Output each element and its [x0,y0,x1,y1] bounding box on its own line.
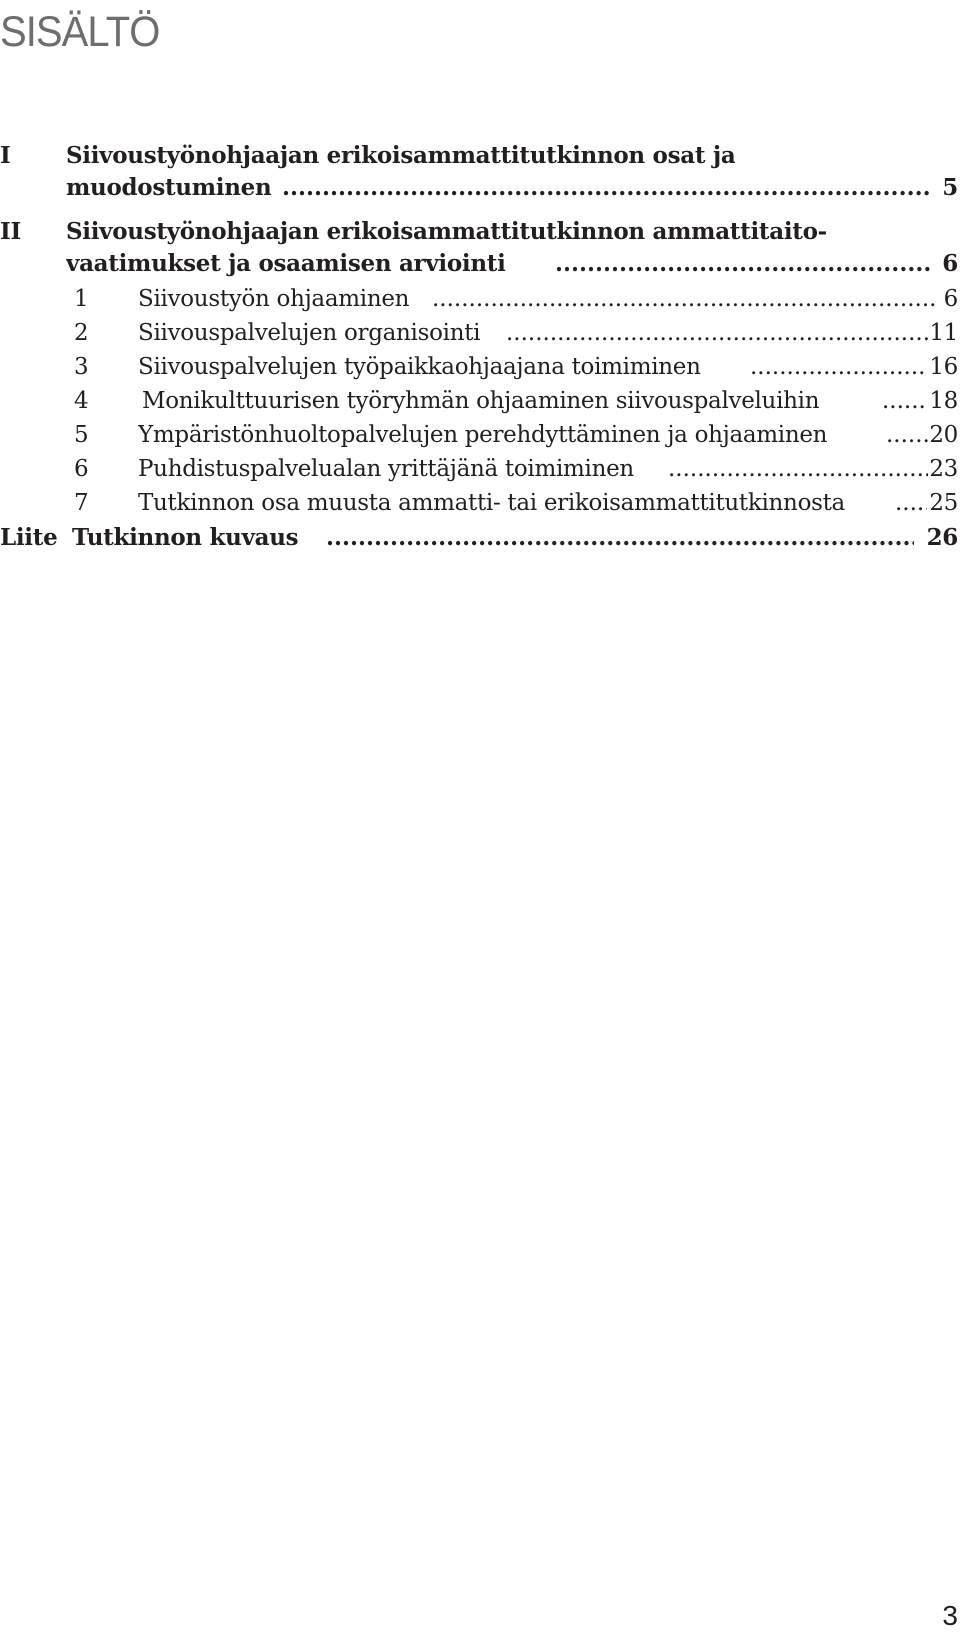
toc-entry-title: Siivouspalvelujen organisointi [138,320,481,346]
page-heading: SISÄLTÖ [0,8,160,56]
toc-entry-number: I [0,142,11,169]
toc-entry-title: Siivoustyön ohjaaminen [138,286,410,312]
toc-entry-number: 1 [74,286,89,312]
page-number: 3 [942,1600,958,1631]
toc-page-number: 11 [929,320,958,346]
toc-entry-title: Puhdistuspalvelualan yrittäjänä toimiminen [138,456,634,482]
toc-entry-number: Liite [0,524,58,551]
toc-page-number: 6 [943,286,958,312]
toc-entry-title: Ympäristönhuoltopalvelujen perehdyttäminen ja ohjaaminen [138,422,828,448]
toc-entry-title: muodostuminen [66,174,272,201]
toc-entry-number: II [0,218,21,245]
toc-leader-dots [555,250,932,277]
toc-entry-7[interactable] [0,490,958,522]
toc-page-number: 5 [942,174,958,201]
toc-leader-dots [506,320,929,346]
toc-entry-title: Siivouspalvelujen työpaikkaohjaajana toimiminen [138,354,701,380]
toc-entry-appendix[interactable] [0,524,958,556]
toc-leader-dots [882,388,927,414]
toc-entry-title: Siivoustyönohjaajan erikoisammattitutkinnon osat ja [66,142,736,169]
toc-entry-number: 3 [74,354,89,380]
toc-page-number: 6 [942,250,958,277]
toc-entry-6[interactable] [0,456,958,488]
toc-page-number: 25 [929,490,958,516]
toc-entry-title: Tutkinnon kuvaus [72,524,299,551]
toc-entry-number: 6 [74,456,89,482]
toc-page-number: 16 [929,354,958,380]
toc-leader-dots [668,456,928,482]
toc-entry-number: 4 [74,388,89,414]
toc-leader-dots [750,354,927,380]
toc-page-number: 18 [929,388,958,414]
toc-leader-dots [886,422,928,448]
toc-page-number: 20 [929,422,958,448]
toc-page-number: 23 [929,456,958,482]
toc-entry-title: Tutkinnon osa muusta ammatti- tai erikoisammattitutkinnosta [138,490,845,516]
toc-entry-5[interactable] [0,422,958,454]
toc-page-number: 26 [926,524,958,551]
toc-entry-number: 5 [74,422,89,448]
toc-leader-dots [282,174,932,201]
toc-leader-dots [432,286,936,312]
toc-entry-title: Monikulttuurisen työryhmän ohjaaminen siivouspalveluihin [142,388,820,414]
toc-entry-title: Siivoustyönohjaajan erikoisammattitutkinnon ammattitaito- [66,218,827,245]
toc-entry-1[interactable] [0,286,958,318]
toc-leader-dots [326,524,914,551]
toc-entry-title: vaatimukset ja osaamisen arviointi [66,250,506,277]
toc-entry-3[interactable] [0,354,958,386]
toc-entry-number: 2 [74,320,89,346]
toc-leader-dots [895,490,927,516]
toc-entry-2[interactable] [0,320,958,352]
toc-entry-4[interactable] [0,388,958,420]
toc-entry-number: 7 [74,490,89,516]
